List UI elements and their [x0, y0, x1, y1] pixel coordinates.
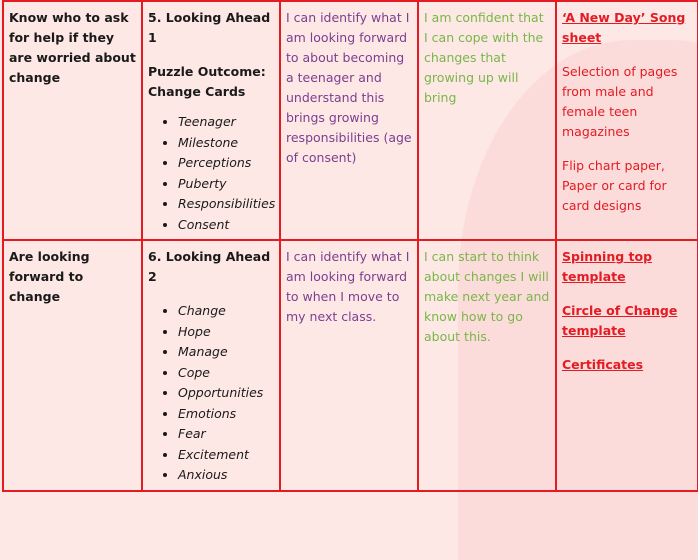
- piece-title: 6. Looking Ahead 2: [148, 249, 271, 284]
- learning-objective-cell: [3, 1, 142, 240]
- table-row: [3, 1, 698, 240]
- list-item: • Cope: [178, 363, 275, 384]
- list-item: • Fear: [178, 424, 275, 445]
- learning-intention-text: I can identify what I am looking forward to about becoming a teenager and understand this brings growing responsibilities (age of consent): [286, 10, 412, 165]
- song-sheet-link[interactable]: ‘A New Day’ Song sheet: [562, 10, 686, 45]
- list-item: • Consent: [178, 215, 275, 236]
- table-row: [3, 240, 698, 491]
- list-item: • Teenager: [178, 112, 275, 133]
- resources-cell: [556, 240, 698, 491]
- list-item: • Anxious: [178, 465, 275, 486]
- learning-objective-text: Know who to ask for help if they are worried about change: [9, 10, 136, 85]
- social-emotional-text: I am confident that I can cope with the changes that growing up will bring: [424, 10, 544, 105]
- list-item: • Milestone: [178, 133, 275, 154]
- piece-cell: [142, 1, 280, 240]
- certificates-link[interactable]: Certificates: [562, 357, 644, 372]
- list-item: • Change: [178, 301, 275, 322]
- circle-of-change-link[interactable]: Circle of Change template: [562, 303, 678, 338]
- lesson-plan-table: [2, 0, 698, 492]
- list-item: • Hope: [178, 322, 275, 343]
- list-item: • Responsibilities: [178, 194, 275, 215]
- resources-cell: [556, 1, 698, 240]
- learning-objective-cell: [3, 240, 142, 491]
- list-item: • Emotions: [178, 404, 275, 425]
- social-emotional-cell: [418, 240, 556, 491]
- learning-intention-cell: [280, 240, 418, 491]
- keyword-list: [148, 112, 275, 235]
- learning-intention-text: I can identify what I am looking forward to when I move to my next class.: [286, 249, 410, 324]
- list-item: • Excitement: [178, 445, 275, 466]
- social-emotional-cell: [418, 1, 556, 240]
- list-item: • Opportunities: [178, 383, 275, 404]
- list-item: • Perceptions: [178, 153, 275, 174]
- resource-text: Selection of pages from male and female teen magazines: [562, 64, 678, 139]
- resource-text: Flip chart paper, Paper or card for card designs: [562, 158, 667, 213]
- list-item: • Manage: [178, 342, 275, 363]
- piece-title: 5. Looking Ahead 1: [148, 10, 271, 45]
- list-item: • Puberty: [178, 174, 275, 195]
- learning-intention-cell: [280, 1, 418, 240]
- spinning-top-link[interactable]: Spinning top template: [562, 249, 653, 284]
- social-emotional-text: I can start to think about changes I will make next year and know how to go about this.: [424, 249, 550, 344]
- piece-cell: [142, 240, 280, 491]
- keyword-list: [148, 301, 275, 486]
- learning-objective-text: Are looking forward to change: [9, 249, 90, 304]
- puzzle-outcome: Puzzle Outcome: Change Cards: [148, 64, 266, 99]
